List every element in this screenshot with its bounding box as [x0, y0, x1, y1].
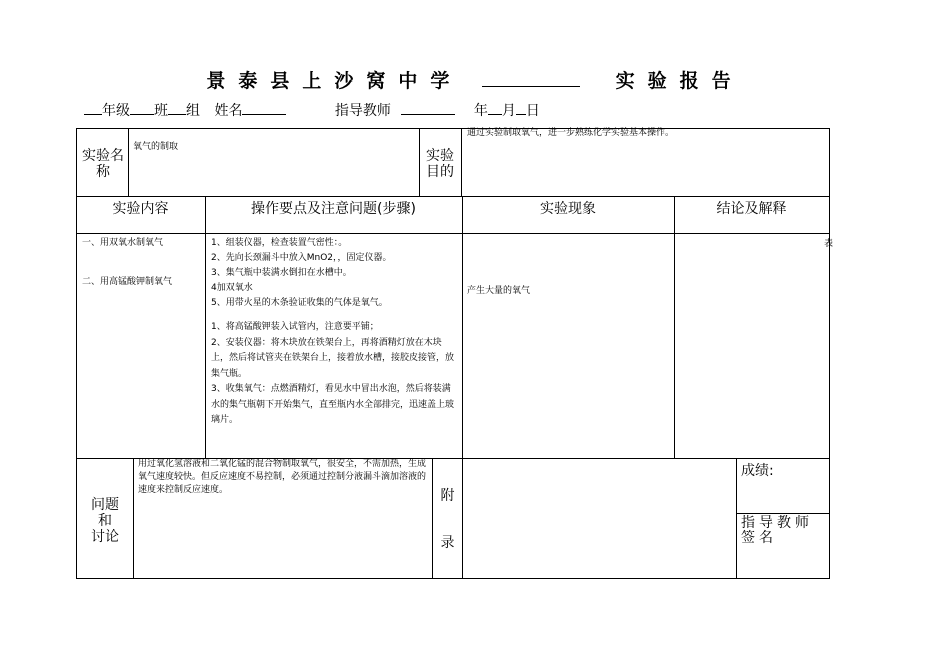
teacher-blank: [401, 101, 455, 115]
page-title: [0, 66, 950, 93]
steps-part-b: 1、将高锰酸钾装入试管内，注意要平铺； 2、安装仪器：将木块放在铁架台上，再将酒精灯放在木块上，然后将试管夹在铁架台上，接着放水槽，接胶皮接管，放集气瓶。 3、收集氧气：点燃酒精灯，看见水中冒出水泡，然后将装满水的集气瓶朝下开始集气，直至瓶内水全部排完，迅速盖上玻璃片。: [211, 322, 455, 425]
col-header-content: 实验内容: [112, 201, 169, 217]
phenomenon-text: 产生大量的氧气: [467, 286, 531, 296]
name-blank: [242, 101, 286, 115]
info-line: [84, 100, 540, 120]
col-header-steps: 操作要点及注意问题(步骤): [251, 201, 416, 217]
month-blank: [488, 101, 502, 115]
year-label: 年: [473, 103, 488, 119]
name-label: 姓名: [214, 103, 243, 119]
step-a-3: 3、集气瓶中装满水倒扣在水槽中。: [211, 268, 352, 278]
content-item-1: 一、用双氧水制氧气: [82, 238, 164, 248]
group-blank: [168, 101, 186, 115]
side-mark: 表: [824, 239, 834, 249]
col-header-phenomenon: 实验现象: [540, 201, 596, 217]
step-a-5: 5、用带火星的木条验证收集的气体是氧气。: [211, 298, 388, 308]
grade-label: 年级: [102, 103, 130, 119]
discussion-label-1: 问题: [91, 497, 119, 513]
day-label: 日: [525, 103, 540, 119]
experiment-name-value: 氧气的制取: [133, 142, 179, 152]
class-label: 班: [154, 103, 168, 119]
discussion-label: [78, 497, 132, 545]
appendix-label-2: 录: [440, 535, 455, 551]
experiment-purpose-label: 实验目的: [426, 148, 454, 180]
experiment-purpose-value: 通过实验制取氧气，进一步熟练化学实验基本操作。: [467, 128, 675, 138]
content-item-2: 二、用高锰酸钾制氧气: [82, 277, 173, 287]
step-a-4: 4加双氧水: [211, 283, 253, 293]
experiment-name-label: 实验名称: [82, 148, 124, 180]
teacher-label: 指导教师: [334, 103, 391, 119]
discussion-label-3: 讨论: [91, 529, 119, 545]
grade-blank: [84, 101, 102, 115]
month-label: 月: [501, 103, 516, 119]
title-blank: [482, 72, 580, 87]
discussion-text: 用过氧化氢溶液和二氧化锰的混合物制取氧气，很安全，不需加热，生成氧气速度较快。但反应速度不易控制，必须通过控制分液漏斗滴加溶液的速度来控制反应速度。: [138, 459, 427, 495]
group-label: 组: [186, 103, 200, 119]
step-a-1: 1、组装仪器，检查装置气密性：。: [211, 238, 348, 248]
col-header-conclusion: 结论及解释: [716, 201, 787, 217]
day-blank: [516, 101, 526, 115]
signature-label: 指导教师签名: [741, 515, 813, 546]
report-label: 实验报告: [615, 70, 744, 92]
steps-part-a: [211, 236, 459, 311]
score-label: 成绩:: [741, 463, 774, 479]
school-name: 景泰县上沙窝中学: [206, 70, 463, 92]
appendix-label-1: 附: [440, 488, 455, 504]
class-blank: [130, 101, 154, 115]
step-a-2: 2、先向长颈漏斗中放入MnO2，，固定仪器。: [211, 253, 392, 263]
discussion-label-2: 和: [98, 513, 112, 529]
